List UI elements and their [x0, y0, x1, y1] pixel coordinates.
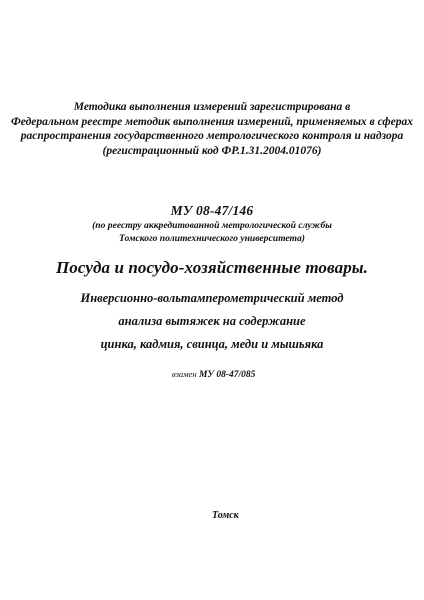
registration-line-4: (регистрационный код ФР.1.31.2004.01076)	[102, 144, 322, 157]
method-line-3: цинка, кадмия, свинца, меди и мышьяка	[100, 337, 324, 351]
registration-line-2: Федеральном реестре методик выполнения измерений, применяемых в сферах	[11, 115, 413, 128]
registration-line-1: Методика выполнения измерений зарегистрирована в	[73, 101, 351, 113]
replaces-note	[172, 368, 255, 381]
replaces-code: МУ 08-47/085	[198, 370, 256, 380]
document-code: МУ 08-47/146	[170, 203, 254, 218]
replaces-label: взамен	[172, 369, 197, 379]
registry-note-line-1: (по реестру аккредитованной метрологической службы	[92, 220, 332, 231]
registration-line-3: распространения государственного метрологического контроля и надзора	[20, 130, 404, 142]
document-title: Посуда и посудо-хозяйственные товары.	[55, 258, 369, 277]
registration-statement	[0, 100, 424, 158]
method-line-2: анализа вытяжек на содержание	[118, 314, 306, 328]
registry-note-line-2: Томского политехнического университета)	[119, 232, 305, 244]
city-name: Томск	[212, 510, 239, 521]
method-line-1: Инверсионно-вольтамперометрический метод	[80, 291, 344, 305]
registry-note	[0, 220, 424, 245]
method-description	[0, 287, 424, 356]
